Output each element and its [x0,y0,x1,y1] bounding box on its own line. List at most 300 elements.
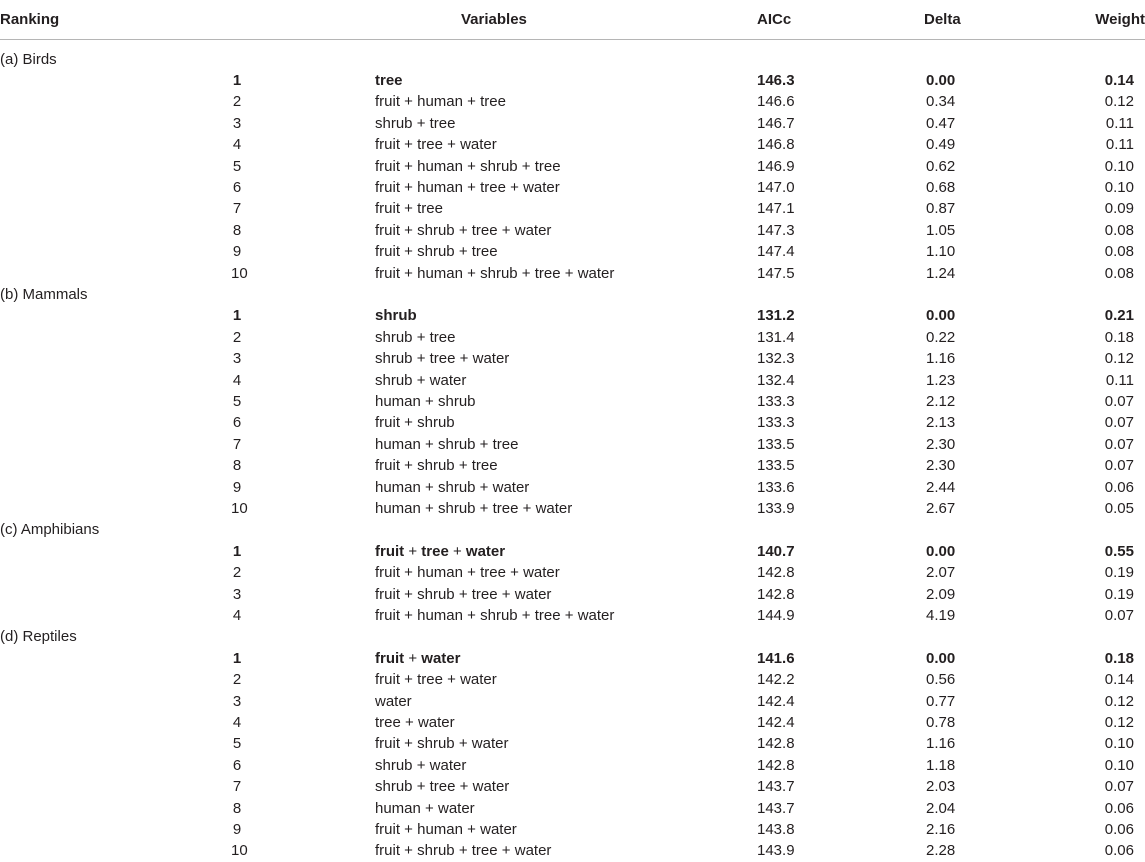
variables-cell [375,819,517,840]
variable-name: shrub [480,606,518,624]
variable-name: water [417,713,455,731]
delta-cell: 2.04 [926,799,956,817]
variable-name: fruit [375,564,401,582]
variables-cell [375,263,614,284]
weight-cell: 0.10 [1104,756,1134,774]
delta-cell: 1.16 [926,350,956,368]
plus-separator: + [404,542,422,560]
weight-cell: 0.12 [1104,350,1134,368]
variable-name: water [472,778,510,796]
variable-name: water [472,350,510,368]
weight-cell: 0.11 [1105,114,1134,132]
variables-cell [375,840,551,861]
plus-separator: + [400,842,418,860]
variable-name: water [375,692,412,710]
delta-cell: 2.03 [926,778,956,796]
aicc-cell: 146.9 [757,157,795,175]
rank-cell: 10 [231,499,248,517]
variables-cell [375,241,498,262]
plus-separator: + [420,435,438,453]
plus-separator: + [463,564,481,582]
aicc-cell: 133.3 [757,392,795,410]
variable-name: human [375,478,421,496]
variables-cell [375,220,551,241]
rank-cell: 7 [232,435,242,453]
variable-name: human [417,157,463,175]
delta-cell: 2.09 [926,585,956,603]
variable-name: tree [429,114,456,132]
variable-name: water [429,756,467,774]
variable-name: human [417,178,463,196]
table-row [0,348,1145,369]
delta-cell: 0.49 [926,136,956,154]
variable-name: human [375,799,421,817]
variables-cell [375,327,456,348]
weight-cell: 0.11 [1105,371,1134,389]
plus-separator: + [475,499,493,517]
plus-separator: + [505,564,524,582]
variable-name: fruit [375,820,401,838]
variable-name: human [417,264,463,282]
variable-name: water [460,671,497,689]
variable-name: tree [471,221,498,239]
plus-separator: + [400,243,418,261]
plus-separator: + [463,606,481,624]
variables-cell [375,177,560,198]
plus-separator: + [412,114,430,132]
delta-cell: 0.68 [926,178,956,196]
weight-cell: 0.18 [1104,328,1134,346]
weight-cell: 0.06 [1104,820,1134,838]
weight-cell: 0.18 [1104,649,1134,667]
weight-cell: 0.55 [1104,542,1134,560]
rank-cell: 4 [232,136,242,154]
weight-cell: 0.19 [1104,585,1134,603]
delta-cell: 0.77 [926,692,956,710]
plus-separator: + [497,842,515,860]
plus-separator: + [497,221,515,239]
aicc-cell: 131.2 [757,307,795,325]
plus-separator: + [400,564,418,582]
variables-cell [375,691,412,712]
aicc-cell: 133.9 [757,499,795,517]
aicc-cell: 146.3 [757,71,795,89]
plus-separator: + [400,735,418,753]
plus-separator: + [400,820,418,838]
variable-name: fruit [375,735,401,753]
rank-cell: 1 [232,542,242,560]
variable-name: tree [471,585,498,603]
rank-cell: 10 [231,842,248,860]
plus-separator: + [505,178,524,196]
group-label-row [0,49,1145,70]
variables-cell [375,584,551,605]
variable-name: water [492,478,530,496]
table-row [0,498,1145,519]
weight-cell: 0.14 [1104,71,1134,89]
variables-cell [375,156,561,177]
rank-cell: 3 [232,585,242,603]
aicc-cell: 146.7 [757,114,795,132]
variable-name: human [375,435,421,453]
plus-separator: + [463,157,481,175]
aicc-cell: 133.3 [757,414,795,432]
aicc-cell: 147.3 [757,221,795,239]
variables-cell [375,305,417,326]
group-label: (d) Reptiles [0,628,77,646]
weight-cell: 0.11 [1105,136,1134,154]
variable-name: tree [534,606,561,624]
delta-cell: 0.00 [926,71,956,89]
rank-cell: 6 [232,756,242,774]
variable-name: shrub [417,221,455,239]
aicc-cell: 142.2 [757,671,795,689]
variable-name: tree [375,713,401,731]
variable-name: water [437,799,475,817]
variable-name: shrub [375,371,413,389]
variable-name: shrub [417,585,455,603]
variables-cell [375,198,443,219]
plus-separator: + [517,264,535,282]
plus-separator: + [448,542,466,560]
weight-cell: 0.07 [1104,606,1134,624]
variable-name: water [577,264,615,282]
rank-cell: 8 [232,799,242,817]
rank-cell: 6 [232,178,242,196]
table-row [0,477,1145,498]
variable-name: human [417,93,463,111]
aicc-cell: 133.6 [757,478,795,496]
plus-separator: + [455,778,473,796]
weight-cell: 0.10 [1104,178,1134,196]
variable-name: human [417,606,463,624]
table-row [0,541,1145,562]
aicc-cell: 132.4 [757,371,795,389]
variables-cell [375,434,518,455]
weight-cell: 0.05 [1104,499,1134,517]
table-row [0,605,1145,626]
aicc-cell: 133.5 [757,435,795,453]
variable-name: water [523,178,560,196]
aicc-cell: 146.6 [757,93,795,111]
rank-cell: 3 [232,350,242,368]
weight-cell: 0.06 [1104,478,1134,496]
variable-name: water [514,842,552,860]
table-row [0,562,1145,583]
variable-name: tree [417,136,443,154]
variable-name: tree [471,243,498,261]
plus-separator: + [412,778,430,796]
delta-cell: 1.16 [926,735,956,753]
table-row [0,91,1145,112]
table-row [0,584,1145,605]
table-row [0,733,1145,754]
table-row [0,263,1145,284]
rank-cell: 2 [232,328,242,346]
delta-cell: 0.00 [926,649,956,667]
weight-cell: 0.07 [1104,392,1134,410]
weight-cell: 0.08 [1104,243,1134,261]
aicc-cell: 133.5 [757,457,795,475]
variable-name: tree [480,178,506,196]
plus-separator: + [517,157,535,175]
rank-cell: 1 [232,71,242,89]
delta-cell: 1.23 [926,371,956,389]
variable-name: fruit [375,606,401,624]
delta-cell: 1.18 [926,756,956,774]
plus-separator: + [497,585,515,603]
plus-separator: + [404,649,422,667]
rank-cell: 4 [232,371,242,389]
variables-cell [375,498,572,519]
table-row [0,220,1145,241]
variable-name: human [417,820,463,838]
aicc-cell: 147.5 [757,264,795,282]
aicc-cell: 143.7 [757,799,795,817]
rank-cell: 1 [232,649,242,667]
group-label-row [0,284,1145,305]
rank-cell: 5 [232,392,242,410]
aicc-cell: 143.9 [757,842,795,860]
variable-name: water [523,564,560,582]
variable-name: tree [375,71,403,89]
plus-separator: + [454,457,472,475]
plus-separator: + [400,585,418,603]
variables-cell [375,348,509,369]
plus-separator: + [400,457,418,475]
plus-separator: + [420,499,438,517]
table-row [0,819,1145,840]
plus-separator: + [475,435,493,453]
aicc-cell: 146.8 [757,136,795,154]
plus-separator: + [420,799,438,817]
table-row [0,177,1145,198]
table-row [0,305,1145,326]
header-variables: Variables [461,11,527,28]
variables-cell [375,391,476,412]
variable-name: fruit [375,178,401,196]
variable-name: fruit [375,671,401,689]
variable-name: fruit [375,221,401,239]
weight-cell: 0.19 [1104,564,1134,582]
plus-separator: + [518,499,536,517]
plus-separator: + [400,157,418,175]
aicc-cell: 141.6 [757,649,795,667]
weight-cell: 0.12 [1104,692,1134,710]
variable-name: fruit [375,243,401,261]
weight-cell: 0.08 [1104,221,1134,239]
table-row [0,648,1145,669]
table-row [0,434,1145,455]
plus-separator: + [400,606,418,624]
variable-name: fruit [375,264,401,282]
variable-name: shrub [375,307,417,325]
variable-name: tree [534,157,561,175]
weight-cell: 0.07 [1104,435,1134,453]
plus-separator: + [400,136,418,154]
plus-separator: + [454,221,472,239]
rank-cell: 4 [232,606,242,624]
header-aicc: AICc [757,11,792,28]
table-row [0,156,1145,177]
delta-cell: 1.10 [926,243,956,261]
variable-name: fruit [375,585,401,603]
weight-cell: 0.09 [1104,200,1134,218]
variables-cell [375,541,505,562]
variable-name: water [577,606,615,624]
delta-cell: 2.30 [926,435,956,453]
variable-name: water [460,136,497,154]
header-ranking: Ranking [0,11,60,28]
variable-name: tree [480,93,506,111]
header-weight: Weight [1095,11,1145,28]
table-header [0,0,1145,40]
variable-name: shrub [417,457,455,475]
delta-cell: 4.19 [926,606,956,624]
variable-name: tree [417,671,443,689]
weight-cell: 0.10 [1104,735,1134,753]
rank-cell: 3 [232,692,242,710]
variable-name: fruit [375,200,401,218]
table-row [0,412,1145,433]
group-label: (c) Amphibians [0,521,100,539]
variables-cell [375,562,560,583]
header-delta: Delta [924,11,961,28]
variable-name: fruit [375,157,401,175]
variable-name: shrub [375,328,413,346]
plus-separator: + [400,178,418,196]
plus-separator: + [400,713,418,731]
delta-cell: 2.13 [926,414,956,432]
table-row [0,134,1145,155]
weight-cell: 0.14 [1104,671,1134,689]
variables-cell [375,412,455,433]
delta-cell: 0.87 [926,200,956,218]
variable-name: tree [429,350,456,368]
plus-separator: + [463,820,481,838]
variable-name: fruit [375,414,401,432]
variable-name: water [421,649,461,667]
table-row [0,70,1145,91]
variables-cell [375,755,466,776]
variable-name: tree [492,499,519,517]
variables-cell [375,712,455,733]
delta-cell: 2.28 [926,842,956,860]
variable-name: shrub [417,842,455,860]
variables-cell [375,134,497,155]
table-row [0,198,1145,219]
weight-cell: 0.07 [1104,457,1134,475]
table-row [0,840,1145,861]
table-row [0,327,1145,348]
variables-cell [375,669,497,690]
table-row [0,776,1145,797]
table-row [0,755,1145,776]
variable-name: tree [534,264,561,282]
delta-cell: 0.00 [926,542,956,560]
group-label-row [0,519,1145,540]
delta-cell: 0.00 [926,307,956,325]
plus-separator: + [442,136,461,154]
variable-name: human [417,564,463,582]
plus-separator: + [463,264,481,282]
rank-cell: 9 [232,478,242,496]
plus-separator: + [400,221,418,239]
variable-name: fruit [375,457,401,475]
plus-separator: + [454,842,472,860]
table-row [0,669,1145,690]
aicc-cell: 147.0 [757,178,795,196]
variable-name: fruit [375,649,405,667]
table-row [0,391,1145,412]
weight-cell: 0.08 [1104,264,1134,282]
weight-cell: 0.07 [1104,414,1134,432]
variable-name: shrub [417,414,455,432]
variables-cell [375,455,498,476]
weight-cell: 0.10 [1104,157,1134,175]
group-label: (b) Mammals [0,285,88,303]
delta-cell: 0.78 [926,713,956,731]
delta-cell: 1.05 [926,221,956,239]
rank-cell: 7 [232,778,242,796]
plus-separator: + [454,585,472,603]
variable-name: water [480,820,517,838]
plus-separator: + [400,671,418,689]
rank-cell: 10 [231,264,248,282]
rank-cell: 4 [232,713,242,731]
aicc-cell: 142.8 [757,735,795,753]
plus-separator: + [400,414,418,432]
variable-name: water [535,499,573,517]
aicc-cell: 142.8 [757,564,795,582]
variable-name: fruit [375,93,401,111]
aicc-cell: 142.4 [757,692,795,710]
rank-cell: 3 [232,114,242,132]
variable-name: fruit [375,842,401,860]
variable-name: tree [471,457,498,475]
variables-cell [375,605,614,626]
aicc-cell: 131.4 [757,328,795,346]
variable-name: shrub [375,114,413,132]
variables-cell [375,91,506,112]
variable-name: shrub [375,756,413,774]
variable-name: shrub [417,243,455,261]
rank-cell: 9 [232,243,242,261]
delta-cell: 0.47 [926,114,956,132]
aicc-cell: 142.8 [757,585,795,603]
rank-cell: 1 [232,307,242,325]
weight-cell: 0.06 [1104,799,1134,817]
variable-name: shrub [437,478,476,496]
rank-cell: 2 [232,671,242,689]
variable-name: shrub [437,392,476,410]
rank-cell: 7 [232,200,242,218]
variables-cell [375,477,529,498]
variable-name: tree [429,778,456,796]
table-row [0,691,1145,712]
weight-cell: 0.12 [1104,713,1134,731]
plus-separator: + [517,606,535,624]
aicc-cell: 147.4 [757,243,795,261]
delta-cell: 0.56 [926,671,956,689]
table-row [0,241,1145,262]
delta-cell: 2.12 [926,392,956,410]
aicc-cell: 144.9 [757,606,795,624]
aicc-cell: 142.8 [757,756,795,774]
plus-separator: + [463,178,481,196]
table-row [0,712,1145,733]
weight-cell: 0.07 [1104,778,1134,796]
